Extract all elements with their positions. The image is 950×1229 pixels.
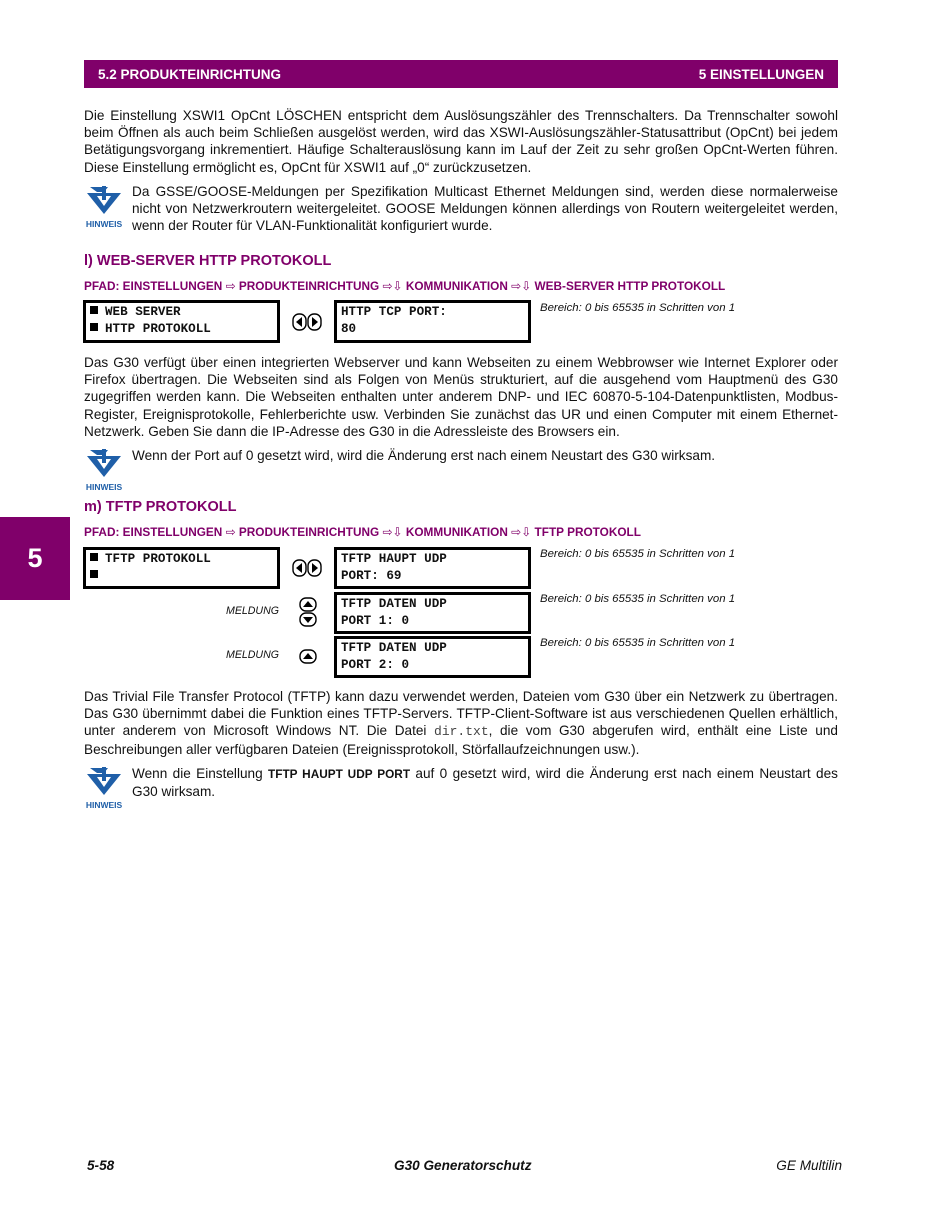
note-icon (84, 765, 124, 811)
setting-display-tftp-data-udp-port-2: TFTP DATEN UDP PORT 2: 0 (334, 636, 531, 678)
heading-web-server: l) WEB-SERVER HTTP PROTOKOLL (84, 253, 332, 269)
chapter-tab: 5 (0, 517, 70, 600)
left-right-arrows-icon (292, 559, 322, 577)
menu-path-web-server: PFAD: EINSTELLUNGEN ⇨ PRODUKTEINRICHTUNG ⇨⇩ KOMMUNIKATION ⇨⇩ WEB-SERVER HTTP PROTOKOLL (84, 279, 726, 293)
section-title-left: 5.2 PRODUKTEINRICHTUNG (98, 66, 282, 82)
range-http-tcp-port: Bereich: 0 bis 65535 in Schritten von 1 (540, 302, 736, 314)
section-title-right: 5 EINSTELLUNGEN (698, 66, 824, 82)
footer-title: G30 Generatorschutz (394, 1158, 532, 1173)
footer-page-number: 5-58 (87, 1158, 115, 1173)
file-name-code: dir.txt (434, 724, 489, 740)
tftp-paragraph: Das Trivial File Transfer Protocol (TFTP) kann dazu verwendet werden, Dateien vom G30 über ein Netzwerk zu übertragen. Das G30 übernimmt dabei die Funktion eines TFTP-Servers. TFTP-Client-Software ist aus verschiedenen Quellen erhältlich, unter anderem von Microsoft Windows NT. Die Datei dir.txt, die vom G30 abgerufen wird, enthält eine Liste und Beschreibungen aller verfügbaren Dateien (Ereignissprotokoll, Störfallaufzeichnungen usw.). (84, 689, 838, 757)
range-tftp-data-udp-port-2: Bereich: 0 bis 65535 in Schritten von 1 (540, 637, 736, 649)
note-gsse-goose: Da GSSE/GOOSE-Meldungen per Spezifikation Multicast Ethernet Meldungen sind, werden diese normalerweise nicht von Netzwerkroutern weitergeleitet. GOOSE Meldungen können allerdings von Routern weitergeleitet werden, wenn der Router für VLAN-Funktionalität konfiguriert wurde. (132, 184, 838, 234)
range-tftp-data-udp-port-1: Bereich: 0 bis 65535 in Schritten von 1 (540, 593, 736, 605)
up-arrow-icon (299, 649, 317, 664)
left-right-arrows-icon (292, 313, 322, 331)
meldung-label: MELDUNG (226, 649, 279, 661)
menu-path-tftp: PFAD: EINSTELLUNGEN ⇨ PRODUKTEINRICHTUNG ⇨⇩ KOMMUNIKATION ⇨⇩ TFTP PROTOKOLL (84, 525, 641, 539)
note-label: HINWEIS (85, 219, 123, 229)
note-web-server-port: Wenn der Port auf 0 gesetzt wird, wird die Änderung erst nach einem Neustart des G30 wirksam. (132, 448, 716, 463)
menu-display-web-server: WEB SERVER HTTP PROTOKOLL (83, 300, 280, 343)
range-tftp-main-udp-port: Bereich: 0 bis 65535 in Schritten von 1 (540, 548, 736, 560)
note-label: HINWEIS (85, 482, 123, 492)
meldung-label: MELDUNG (226, 605, 279, 617)
note-tftp-port: Wenn die Einstellung TFTP HAUPT UDP PORT auf 0 gesetzt wird, wird die Änderung erst nach einem Neustart des G30 wirksam. (132, 766, 838, 800)
section-header-bar (84, 60, 838, 88)
note-icon (84, 184, 124, 230)
note-icon (84, 447, 124, 493)
note-label: HINWEIS (85, 800, 123, 810)
footer-company: GE Multilin (776, 1158, 842, 1173)
web-server-paragraph: Das G30 verfügt über einen integrierten Webserver und kann Webseiten zu einem Webbrowser wie Internet Explorer oder Firefox übertragen. Die Webseiten sind als Folgen von Menüs strukturiert, auf die ausgehend vom Hauptmenü des G30 zugegriffen werden kann. Die Webseiten enthalten unter anderem DNP- und IEC 60870-5-104-Datenpunktlisten, Modbus-Register, Ereignisprotokolle, Fehlerberichte usw. Verbinden Sie zunächst das UR und einen Computer mit einem Ethernet-Netzwerk. Geben Sie dann die IP-Adresse des G30 in die Adressleiste des Browsers ein. (84, 355, 838, 439)
intro-paragraph: Die Einstellung XSWI1 OpCnt LÖSCHEN entspricht dem Auslösungszähler des Trennschalters. Da Trennschalter sowohl beim Öffnen als auch beim Schließen ausgelöst werden, wird das XSWI-Auslösungszähler-Statusattribut (OpCnt) bei jedem Betätigungsvorgang inkrementiert. Häufige Schalterauslösung kann im Lauf der Zeit zu sehr großen OpCnt-Werten führen. Diese Einstellung ermöglicht es, OpCnt für XSWI1 auf „0“ zurückzusetzen. (84, 108, 838, 175)
up-down-arrows-icon (299, 597, 317, 627)
heading-tftp: m) TFTP PROTOKOLL (84, 499, 237, 515)
menu-display-tftp: TFTP PROTOKOLL (83, 547, 280, 589)
setting-display-tftp-main-udp-port: TFTP HAUPT UDP PORT: 69 (334, 547, 531, 589)
setting-display-tftp-data-udp-port-1: TFTP DATEN UDP PORT 1: 0 (334, 592, 531, 634)
setting-display-http-tcp-port: HTTP TCP PORT: 80 (334, 300, 531, 343)
